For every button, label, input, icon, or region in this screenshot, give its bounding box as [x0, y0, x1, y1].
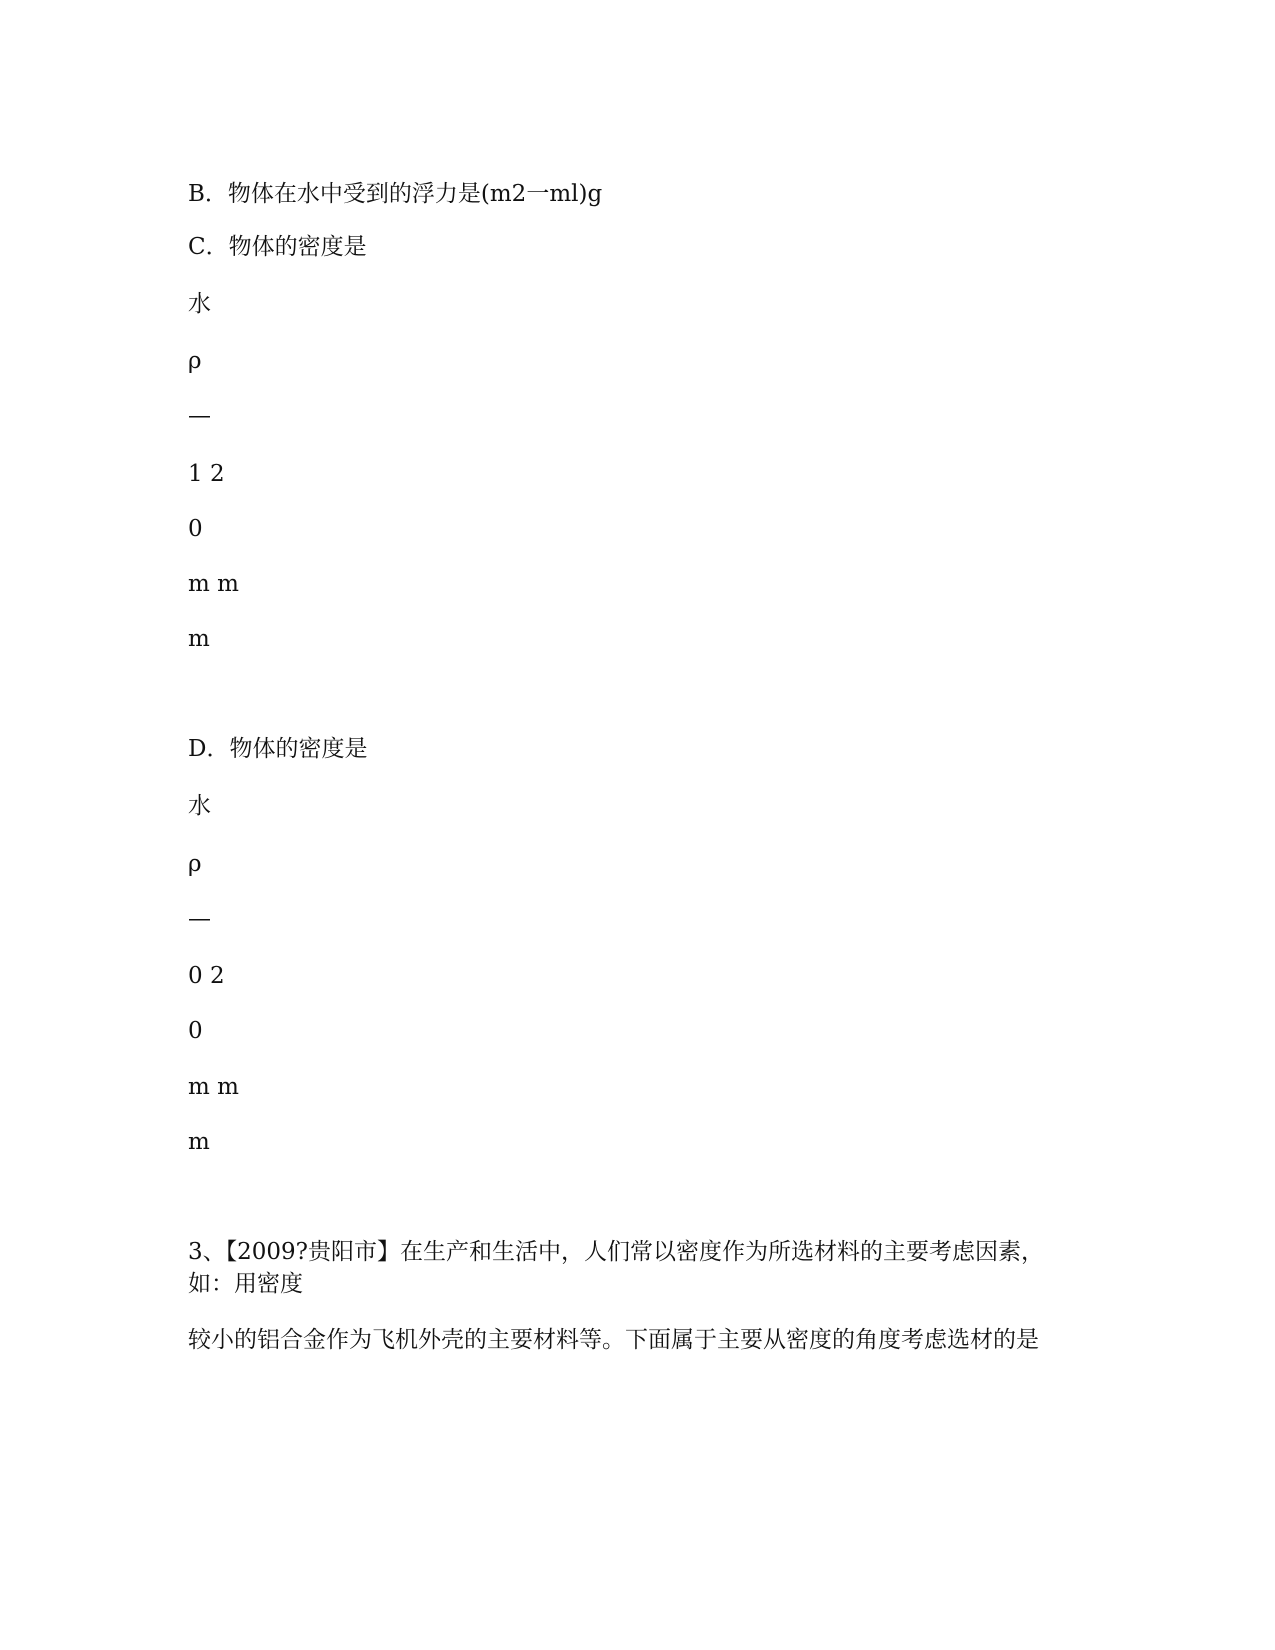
option-c-fragment: 水 [188, 291, 211, 317]
option-d-fragment: ρ [188, 851, 202, 877]
option-c-fragment: ρ [188, 348, 202, 374]
option-c-fragment: m m [188, 571, 239, 597]
option-d-fragment: — [188, 906, 211, 932]
option-d-fragment: 水 [188, 793, 211, 819]
option-c-fragment: 0 [188, 516, 203, 542]
option-c-label: C．物体的密度是 [188, 234, 367, 260]
option-d-fragment: m [188, 1129, 210, 1155]
option-d-fragment: 0 [188, 1018, 203, 1044]
option-c-fragment: 1 2 [188, 461, 225, 487]
option-d-fragment: 0 2 [188, 963, 225, 989]
option-c-fragment: — [188, 403, 211, 429]
option-d-fragment: m m [188, 1074, 239, 1100]
option-c-fragment: m [188, 626, 210, 652]
option-d-label: D．物体的密度是 [188, 736, 368, 762]
question-3-line-2: 较小的铝合金作为飞机外壳的主要材料等。下面属于主要从密度的角度考虑选材的是 [188, 1327, 1039, 1353]
question-3-line-1: 3、【2009?贵阳市】在生产和生活中，人们常以密度作为所选材料的主要考虑因素，如：用密度 [188, 1239, 1044, 1297]
option-b-text: B．物体在水中受到的浮力是(m2一ml)g [188, 181, 603, 207]
